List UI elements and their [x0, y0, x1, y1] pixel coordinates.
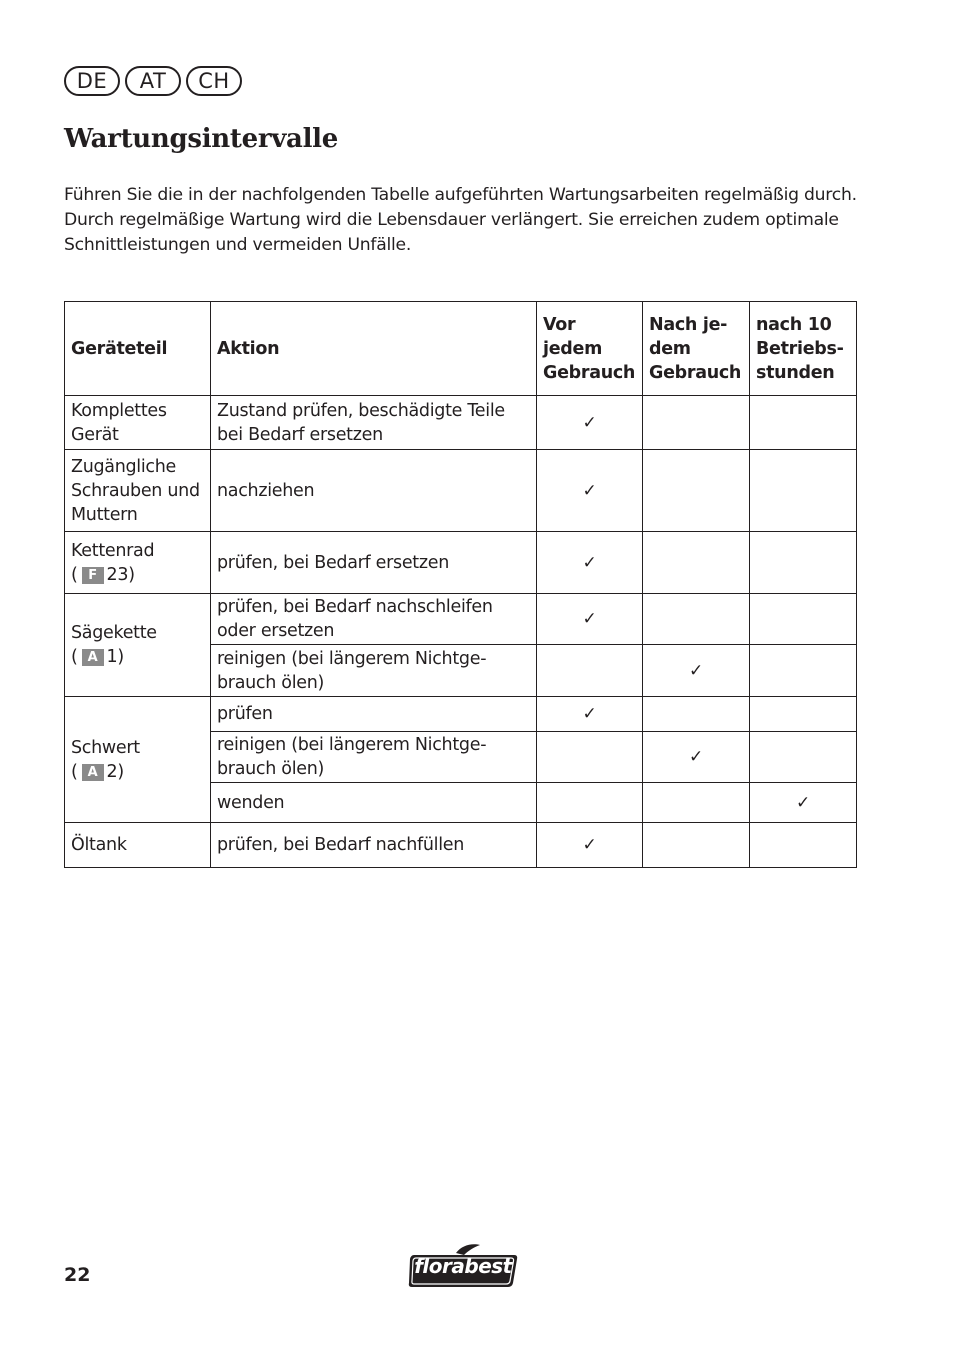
table-row [65, 532, 857, 594]
page-number: 22 [64, 1264, 91, 1286]
action-cell: nachziehen [211, 450, 537, 532]
action-cell: Zustand prüfen, beschädigte Teile bei Bedarf ersetzen [211, 396, 537, 450]
maintenance-table [64, 301, 857, 868]
check-mark: ✓ [643, 732, 750, 783]
action-cell: prüfen, bei Bedarf nachfüllen [211, 823, 537, 868]
part-label: Schwert [71, 737, 140, 758]
part-cell: Zugängliche Schrauben und Muttern [65, 450, 211, 532]
empty-cell [537, 783, 643, 823]
table-header-row [65, 302, 857, 396]
empty-cell [750, 594, 857, 645]
check-mark: ✓ [643, 645, 750, 697]
header-after-each-use: Nach jedem Gebrauch [643, 302, 750, 396]
language-badge-ch: CH [186, 66, 242, 96]
empty-cell [750, 823, 857, 868]
check-mark: ✓ [750, 783, 857, 823]
part-label: Kettenrad [71, 540, 155, 561]
empty-cell [643, 594, 750, 645]
table-row [65, 450, 857, 532]
part-label: Sägekette [71, 623, 157, 643]
part-cell: Öltank [65, 823, 211, 868]
empty-cell [643, 783, 750, 823]
empty-cell [750, 396, 857, 450]
empty-cell [643, 697, 750, 732]
check-mark: ✓ [537, 396, 643, 450]
empty-cell [537, 732, 643, 783]
table-row [65, 697, 857, 732]
empty-cell [750, 732, 857, 783]
empty-cell [750, 645, 857, 697]
figure-number: 23) [106, 564, 135, 585]
part-cell [65, 532, 211, 594]
empty-cell [643, 450, 750, 532]
part-cell [65, 697, 211, 823]
florabest-logo [406, 1243, 520, 1289]
action-cell: reinigen (bei längerem Nichtgebrauch ölen) [211, 645, 537, 697]
header-before-each-use: Vor jedem Gebrauch [537, 302, 643, 396]
check-mark: ✓ [537, 823, 643, 868]
action-cell: prüfen [211, 697, 537, 732]
figure-number: 2) [106, 761, 124, 782]
check-mark: ✓ [537, 532, 643, 594]
empty-cell [537, 645, 643, 697]
table-row [65, 823, 857, 868]
page-title: Wartungsintervalle [64, 124, 338, 154]
figure-badge: A [82, 649, 104, 666]
empty-cell [643, 823, 750, 868]
figure-badge: F [82, 567, 104, 584]
part-cell [65, 594, 211, 697]
language-badge-at: AT [125, 66, 181, 96]
empty-cell [750, 450, 857, 532]
check-mark: ✓ [537, 450, 643, 532]
language-badges [64, 66, 242, 96]
figure-reference: ( F 23) [71, 564, 135, 585]
empty-cell [643, 532, 750, 594]
part-cell: Komplettes Gerät [65, 396, 211, 450]
figure-reference: ( A 2) [71, 761, 124, 782]
empty-cell [643, 396, 750, 450]
header-part: Geräteteil [65, 302, 211, 396]
language-badge-de: DE [64, 66, 120, 96]
figure-reference: ( A 1) [71, 647, 124, 667]
empty-cell [750, 532, 857, 594]
action-cell: prüfen, bei Bedarf ersetzen [211, 532, 537, 594]
figure-badge: A [82, 764, 104, 781]
action-cell: reinigen (bei längerem Nichtgebrauch ölen) [211, 732, 537, 783]
intro-paragraph: Führen Sie die in der nachfolgenden Tabelle aufgeführten Wartungsarbeiten regelmäßig durch. Durch regelmäßige Wartung wird die Lebensdauer verlängert. Sie erreichen zudem optimale Schnittleistungen und vermeiden Unfälle. [64, 185, 857, 255]
figure-number: 1) [106, 647, 124, 667]
table-row [65, 594, 857, 645]
action-cell: wenden [211, 783, 537, 823]
brand-wordmark: florabest [414, 1254, 512, 1278]
action-cell: prüfen, bei Bedarf nachschleifen oder ersetzen [211, 594, 537, 645]
check-mark: ✓ [537, 594, 643, 645]
check-mark: ✓ [537, 697, 643, 732]
header-after-10-hours: nach 10 Betriebsstunden [750, 302, 857, 396]
empty-cell [750, 697, 857, 732]
table-row [65, 396, 857, 450]
header-action: Aktion [211, 302, 537, 396]
